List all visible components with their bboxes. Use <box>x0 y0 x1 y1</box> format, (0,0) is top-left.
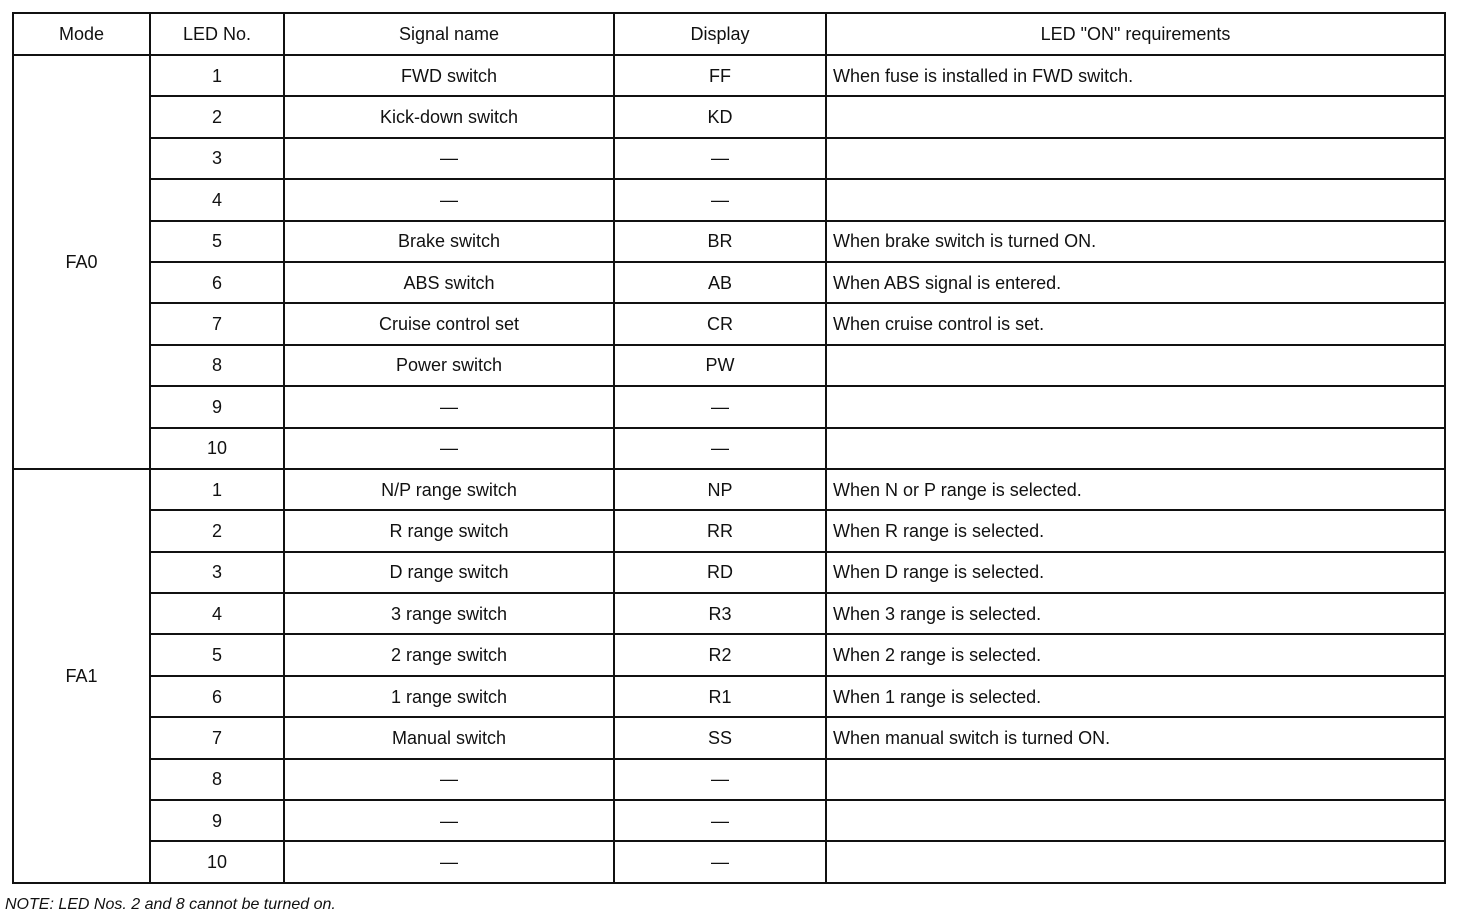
table-row <box>13 221 1445 262</box>
display-code-cell: — <box>614 386 826 427</box>
led-number-cell: 1 <box>150 55 284 96</box>
led-number-cell: 3 <box>150 552 284 593</box>
led-number-cell: 2 <box>150 510 284 551</box>
table-row <box>13 345 1445 386</box>
requirement-cell <box>826 759 1445 800</box>
led-number-cell: 10 <box>150 428 284 469</box>
led-number-cell: 9 <box>150 800 284 841</box>
led-number-cell: 6 <box>150 676 284 717</box>
signal-name-cell: 3 range switch <box>284 593 614 634</box>
led-number-cell: 5 <box>150 221 284 262</box>
display-code-cell: — <box>614 841 826 882</box>
table-row <box>13 303 1445 344</box>
table-row <box>13 469 1445 510</box>
led-number-cell: 8 <box>150 345 284 386</box>
table-row <box>13 262 1445 303</box>
table-body <box>13 55 1445 883</box>
requirement-cell <box>826 179 1445 220</box>
header-mode: Mode <box>13 13 150 55</box>
led-number-cell: 2 <box>150 96 284 137</box>
requirement-cell <box>826 96 1445 137</box>
requirement-cell <box>826 386 1445 427</box>
signal-name-cell: ABS switch <box>284 262 614 303</box>
requirement-cell <box>826 428 1445 469</box>
requirement-cell: When 2 range is selected. <box>826 634 1445 675</box>
led-number-cell: 10 <box>150 841 284 882</box>
mode-cell: FA1 <box>13 469 150 883</box>
requirement-cell: When N or P range is selected. <box>826 469 1445 510</box>
requirement-cell <box>826 800 1445 841</box>
signal-name-cell: — <box>284 841 614 882</box>
display-code-cell: BR <box>614 221 826 262</box>
table-row <box>13 55 1445 96</box>
led-number-cell: 9 <box>150 386 284 427</box>
signal-name-cell: Cruise control set <box>284 303 614 344</box>
footnote: NOTE: LED Nos. 2 and 8 cannot be turned on. <box>5 896 336 913</box>
table-row <box>13 510 1445 551</box>
signal-name-cell: — <box>284 428 614 469</box>
table-row <box>13 552 1445 593</box>
signal-name-cell: 1 range switch <box>284 676 614 717</box>
display-code-cell: R3 <box>614 593 826 634</box>
led-table-container <box>12 12 1444 884</box>
display-code-cell: AB <box>614 262 826 303</box>
table-row <box>13 841 1445 882</box>
table-row <box>13 717 1445 758</box>
mode-cell: FA0 <box>13 55 150 469</box>
table-row <box>13 593 1445 634</box>
display-code-cell: PW <box>614 345 826 386</box>
display-code-cell: FF <box>614 55 826 96</box>
led-number-cell: 3 <box>150 138 284 179</box>
header-led-no: LED No. <box>150 13 284 55</box>
table-row <box>13 386 1445 427</box>
signal-name-cell: Manual switch <box>284 717 614 758</box>
led-number-cell: 1 <box>150 469 284 510</box>
signal-name-cell: — <box>284 759 614 800</box>
header-signal-name: Signal name <box>284 13 614 55</box>
requirement-cell: When brake switch is turned ON. <box>826 221 1445 262</box>
display-code-cell: NP <box>614 469 826 510</box>
led-number-cell: 7 <box>150 717 284 758</box>
display-code-cell: — <box>614 800 826 841</box>
signal-name-cell: — <box>284 386 614 427</box>
requirement-cell <box>826 345 1445 386</box>
display-code-cell: — <box>614 138 826 179</box>
header-row <box>13 13 1445 55</box>
requirement-cell: When R range is selected. <box>826 510 1445 551</box>
led-number-cell: 4 <box>150 179 284 220</box>
header-display: Display <box>614 13 826 55</box>
requirement-cell: When cruise control is set. <box>826 303 1445 344</box>
display-code-cell: SS <box>614 717 826 758</box>
table-row <box>13 96 1445 137</box>
led-number-cell: 7 <box>150 303 284 344</box>
signal-name-cell: — <box>284 800 614 841</box>
table-row <box>13 634 1445 675</box>
display-code-cell: R1 <box>614 676 826 717</box>
signal-name-cell: Power switch <box>284 345 614 386</box>
requirement-cell: When D range is selected. <box>826 552 1445 593</box>
signal-name-cell: Kick-down switch <box>284 96 614 137</box>
requirement-cell: When 3 range is selected. <box>826 593 1445 634</box>
table-row <box>13 676 1445 717</box>
display-code-cell: RR <box>614 510 826 551</box>
signal-name-cell: — <box>284 138 614 179</box>
signal-name-cell: D range switch <box>284 552 614 593</box>
signal-name-cell: FWD switch <box>284 55 614 96</box>
requirement-cell: When fuse is installed in FWD switch. <box>826 55 1445 96</box>
signal-name-cell: Brake switch <box>284 221 614 262</box>
table-row <box>13 428 1445 469</box>
display-code-cell: — <box>614 179 826 220</box>
signal-name-cell: N/P range switch <box>284 469 614 510</box>
display-code-cell: RD <box>614 552 826 593</box>
requirement-cell: When 1 range is selected. <box>826 676 1445 717</box>
table-row <box>13 800 1445 841</box>
header-requirements: LED "ON" requirements <box>826 13 1445 55</box>
display-code-cell: — <box>614 759 826 800</box>
requirement-cell: When manual switch is turned ON. <box>826 717 1445 758</box>
requirement-cell <box>826 841 1445 882</box>
display-code-cell: KD <box>614 96 826 137</box>
signal-name-cell: R range switch <box>284 510 614 551</box>
led-number-cell: 4 <box>150 593 284 634</box>
display-code-cell: CR <box>614 303 826 344</box>
table-row <box>13 759 1445 800</box>
led-number-cell: 5 <box>150 634 284 675</box>
led-number-cell: 8 <box>150 759 284 800</box>
table-row <box>13 179 1445 220</box>
display-code-cell: R2 <box>614 634 826 675</box>
led-number-cell: 6 <box>150 262 284 303</box>
requirement-cell <box>826 138 1445 179</box>
signal-name-cell: 2 range switch <box>284 634 614 675</box>
led-check-table <box>12 12 1446 884</box>
signal-name-cell: — <box>284 179 614 220</box>
display-code-cell: — <box>614 428 826 469</box>
table-row <box>13 138 1445 179</box>
requirement-cell: When ABS signal is entered. <box>826 262 1445 303</box>
